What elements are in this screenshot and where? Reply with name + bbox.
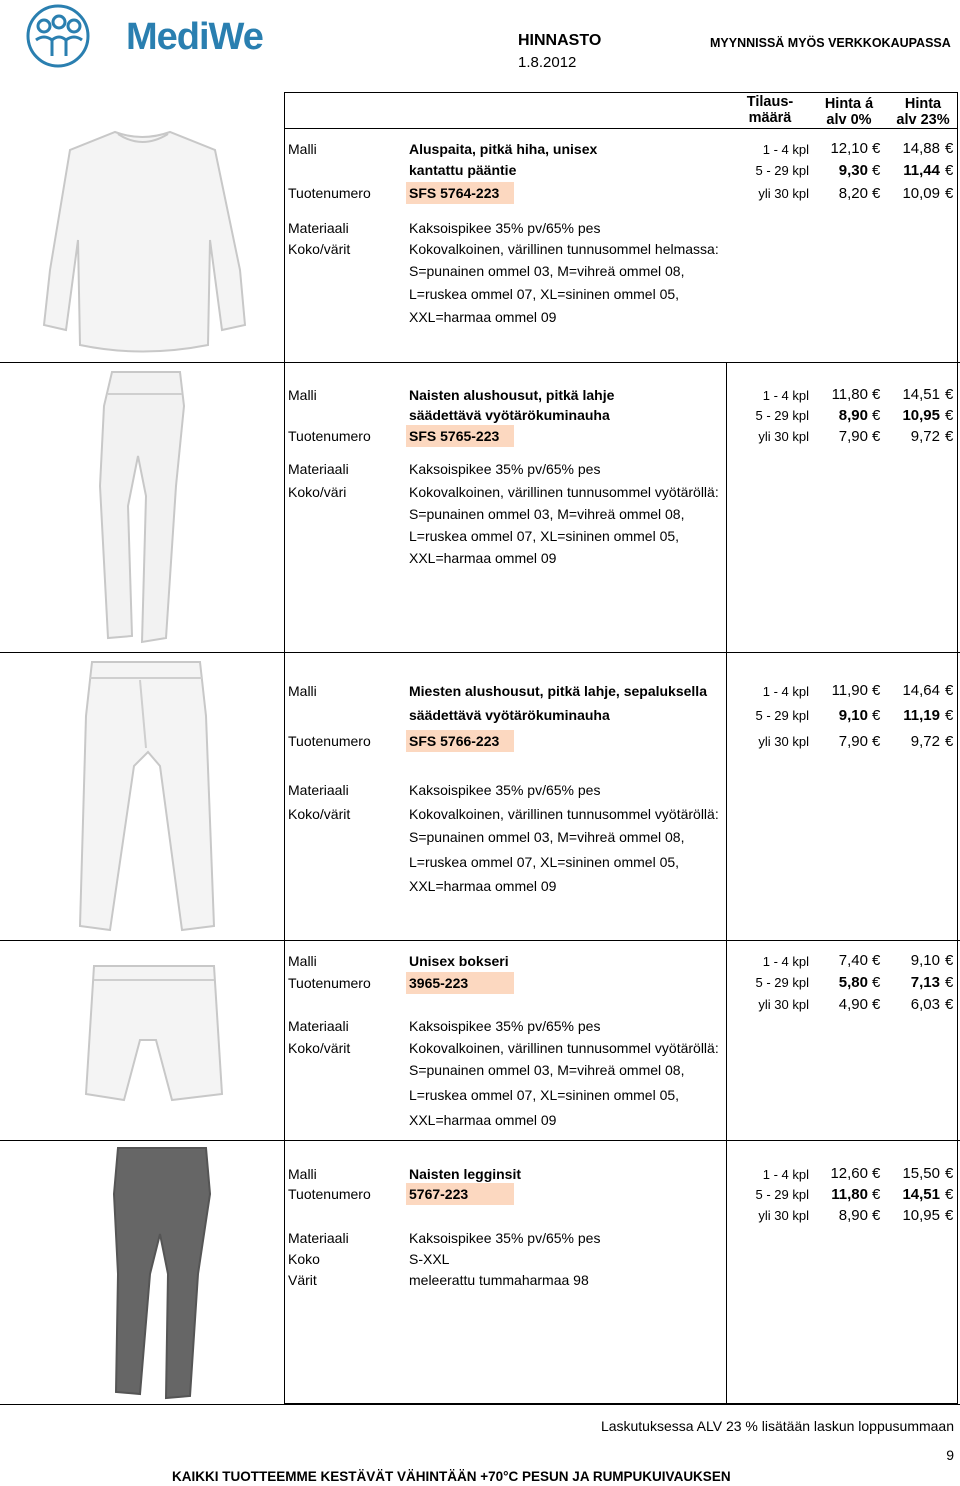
price-inc-vat: 10,09 (902, 185, 940, 202)
size-line: Kokovalkoinen, värillinen tunnusommel helmassa: (409, 241, 719, 257)
online-store-note: MYYNNISSÄ MYÖS VERKKOKAUPASSA (710, 36, 951, 50)
section-divider (0, 1140, 960, 1141)
section-divider (0, 1404, 960, 1405)
qty-tier: 5 - 29 kpl (755, 975, 809, 990)
currency-symbol: € (872, 952, 881, 969)
currency-symbol: € (945, 185, 954, 202)
currency-symbol: € (872, 407, 881, 424)
size-line: L=ruskea ommel 07, XL=sininen ommel 05, (409, 854, 680, 870)
currency-symbol: € (945, 1165, 954, 1182)
currency-symbol: € (872, 185, 881, 202)
product-image-womens-long-johns (0, 366, 284, 648)
size-line: Kokovalkoinen, värillinen tunnusommel vyötäröllä: (409, 484, 719, 500)
product-image-mens-long-johns (0, 656, 284, 936)
currency-symbol: € (872, 386, 881, 403)
product-code (406, 425, 514, 447)
size-line: S=punainen ommel 03, M=vihreä ommel 08, (409, 263, 685, 279)
currency-symbol: € (945, 407, 954, 424)
leggings-icon (0, 1144, 284, 1402)
size-line: S=punainen ommel 03, M=vihreä ommel 08, (409, 506, 685, 522)
mediwe-logo (22, 4, 262, 68)
product-code-text: 3965-223 (409, 975, 469, 991)
price-inc-vat: 7,13 (910, 974, 940, 991)
product-material: Kaksoispikee 35% pv/65% pes (409, 782, 601, 798)
page-title: HINNASTO (518, 32, 602, 49)
vat-note: Laskutuksessa ALV 23 % lisätään laskun loppusummaan (600, 1418, 954, 1434)
currency-symbol: € (872, 996, 881, 1013)
header-divider (284, 128, 958, 129)
price-ex-vat: 11,80 (831, 386, 868, 403)
price-ex-vat: 12,60 (830, 1165, 868, 1182)
label-model: Malli (288, 683, 317, 699)
currency-symbol: € (872, 1186, 881, 1203)
label-size: Koko/värit (288, 1040, 351, 1056)
currency-symbol: € (945, 682, 954, 699)
product-code-text: SFS 5766-223 (409, 733, 500, 749)
product-code-text: SFS 5765-223 (409, 428, 500, 444)
label-model: Malli (288, 387, 317, 403)
currency-symbol: € (945, 1186, 954, 1203)
label-model: Malli (288, 1166, 317, 1182)
wash-note: KAIKKI TUOTTEEMME KESTÄVÄT VÄHINTÄÄN +70°C PESUN JA RUMPUKUIVAUKSEN (172, 1469, 731, 1484)
product-name-detail: säädettävä vyötärökuminauha (409, 707, 610, 723)
col-head-price-inc-text: Hinta alv 23% (896, 96, 950, 128)
qty-tier: yli 30 kpl (758, 186, 809, 201)
currency-symbol: € (945, 974, 954, 991)
currency-symbol: € (872, 162, 881, 179)
qty-tier: 1 - 4 kpl (762, 142, 809, 157)
price-ex-vat: 8,90 (838, 1207, 868, 1224)
page-number: 9 (946, 1447, 954, 1463)
product-code-text: SFS 5764-223 (409, 185, 500, 201)
product-code (406, 972, 514, 994)
currency-symbol: € (872, 682, 881, 699)
price-inc-vat: 15,50 (902, 1165, 940, 1182)
womens-long-johns-icon (0, 366, 284, 648)
product-material: Kaksoispikee 35% pv/65% pes (409, 461, 601, 477)
qty-tier: yli 30 kpl (758, 429, 809, 444)
price-inc-vat: 9,72 (910, 733, 940, 750)
qty-tier: 5 - 29 kpl (755, 1187, 809, 1202)
product-size: S-XXL (409, 1251, 450, 1267)
currency-symbol: € (945, 428, 954, 445)
boxer-shorts-icon (0, 944, 284, 1136)
product-material: Kaksoispikee 35% pv/65% pes (409, 1018, 601, 1034)
currency-symbol: € (945, 162, 954, 179)
label-material: Materiaali (288, 220, 349, 236)
col-head-price-ex (815, 96, 883, 128)
price-ex-vat: 8,20 (838, 185, 868, 202)
label-material: Materiaali (288, 1018, 349, 1034)
logo-mark-icon (22, 4, 112, 68)
qty-tier: 5 - 29 kpl (755, 708, 809, 723)
currency-symbol: € (945, 140, 954, 157)
product-image-shirt (0, 120, 284, 360)
currency-symbol: € (945, 1207, 954, 1224)
size-line: Kokovalkoinen, värillinen tunnusommel vyötäröllä: (409, 806, 719, 822)
product-code (406, 730, 514, 752)
col-head-price-ex-text: Hinta á alv 0% (824, 96, 874, 128)
currency-symbol: € (872, 733, 881, 750)
label-model: Malli (288, 953, 317, 969)
qty-tier: yli 30 kpl (758, 997, 809, 1012)
currency-symbol: € (872, 974, 881, 991)
size-line: XXL=harmaa ommel 09 (409, 550, 557, 566)
price-inc-vat: 9,72 (910, 428, 940, 445)
price-ex-vat: 12,10 (830, 140, 868, 157)
price-inc-vat: 9,10 (910, 952, 940, 969)
product-colors: meleerattu tummaharmaa 98 (409, 1272, 589, 1288)
label-material: Materiaali (288, 461, 349, 477)
currency-symbol: € (945, 707, 954, 724)
label-material: Materiaali (288, 782, 349, 798)
label-model: Malli (288, 141, 317, 157)
qty-tier: yli 30 kpl (758, 734, 809, 749)
label-size: Koko (288, 1251, 320, 1267)
price-column-divider (726, 362, 727, 1404)
currency-symbol: € (945, 952, 954, 969)
currency-symbol: € (872, 140, 881, 157)
label-code: Tuotenumero (288, 428, 371, 444)
price-ex-vat: 11,80 (831, 1186, 868, 1203)
size-line: S=punainen ommel 03, M=vihreä ommel 08, (409, 1062, 685, 1078)
price-inc-vat: 14,51 (902, 1186, 940, 1203)
price-list-date: 1.8.2012 (518, 54, 577, 71)
price-ex-vat: 4,90 (838, 996, 868, 1013)
product-name: Naisten alushousut, pitkä lahje (409, 387, 615, 403)
price-ex-vat: 7,90 (838, 428, 868, 445)
qty-tier: 5 - 29 kpl (755, 163, 809, 178)
qty-tier: 1 - 4 kpl (762, 388, 809, 403)
size-line: XXL=harmaa ommel 09 (409, 309, 557, 325)
size-line: XXL=harmaa ommel 09 (409, 1112, 557, 1128)
price-ex-vat: 9,30 (838, 162, 868, 179)
price-inc-vat: 14,64 (902, 682, 940, 699)
label-material: Materiaali (288, 1230, 349, 1246)
price-inc-vat: 11,44 (903, 162, 940, 179)
currency-symbol: € (872, 428, 881, 445)
size-line: XXL=harmaa ommel 09 (409, 878, 557, 894)
size-line: L=ruskea ommel 07, XL=sininen ommel 05, (409, 1087, 680, 1103)
price-inc-vat: 14,88 (902, 140, 940, 157)
size-line: Kokovalkoinen, värillinen tunnusommel vyötäröllä: (409, 1040, 719, 1056)
price-ex-vat: 8,90 (838, 407, 868, 424)
qty-tier: 1 - 4 kpl (762, 1167, 809, 1182)
qty-tier: 1 - 4 kpl (762, 684, 809, 699)
col-head-qty-text: Tilaus- määrä (746, 94, 794, 126)
section-divider (0, 362, 960, 363)
label-code: Tuotenumero (288, 1186, 371, 1202)
long-sleeve-shirt-icon (0, 120, 284, 360)
qty-tier: yli 30 kpl (758, 1208, 809, 1223)
product-code (406, 1183, 514, 1205)
size-line: S=punainen ommel 03, M=vihreä ommel 08, (409, 829, 685, 845)
label-size: Koko/väri (288, 484, 347, 500)
product-material: Kaksoispikee 35% pv/65% pes (409, 1230, 601, 1246)
currency-symbol: € (945, 996, 954, 1013)
size-line: L=ruskea ommel 07, XL=sininen ommel 05, (409, 528, 680, 544)
product-code (406, 182, 514, 204)
label-size: Koko/värit (288, 241, 351, 257)
product-image-leggings (0, 1144, 284, 1402)
product-name: Aluspaita, pitkä hiha, unisex (409, 141, 598, 157)
product-name-detail: kantattu pääntie (409, 162, 517, 178)
product-material: Kaksoispikee 35% pv/65% pes (409, 220, 601, 236)
qty-tier: 1 - 4 kpl (762, 954, 809, 969)
qty-tier: 5 - 29 kpl (755, 408, 809, 423)
price-inc-vat: 10,95 (902, 1207, 940, 1224)
currency-symbol: € (872, 1207, 881, 1224)
size-line: L=ruskea ommel 07, XL=sininen ommel 05, (409, 286, 680, 302)
price-ex-vat: 7,40 (838, 952, 868, 969)
currency-symbol: € (945, 733, 954, 750)
product-image-boxer (0, 944, 284, 1136)
brand-name: MediWe (126, 16, 263, 58)
label-code: Tuotenumero (288, 185, 371, 201)
product-name-detail: säädettävä vyötärökuminauha (409, 407, 610, 423)
currency-symbol: € (945, 386, 954, 403)
product-code-text: 5767-223 (409, 1186, 469, 1202)
price-ex-vat: 7,90 (838, 733, 868, 750)
col-head-price-inc (890, 96, 956, 128)
product-name: Naisten legginsit (409, 1166, 522, 1182)
price-inc-vat: 10,95 (902, 407, 940, 424)
label-code: Tuotenumero (288, 733, 371, 749)
product-name: Unisex bokseri (409, 953, 509, 969)
currency-symbol: € (872, 1165, 881, 1182)
product-name: Miesten alushousut, pitkä lahje, sepaluksella (409, 683, 707, 699)
currency-symbol: € (872, 707, 881, 724)
mens-long-johns-icon (0, 656, 284, 936)
col-head-qty (738, 94, 802, 126)
price-ex-vat: 9,10 (838, 707, 868, 724)
label-colors: Värit (288, 1272, 317, 1288)
price-ex-vat: 5,80 (838, 974, 868, 991)
section-divider (0, 652, 960, 653)
label-size: Koko/värit (288, 806, 351, 822)
price-ex-vat: 11,90 (831, 682, 868, 699)
section-divider (0, 940, 960, 941)
label-code: Tuotenumero (288, 975, 371, 991)
price-inc-vat: 6,03 (910, 996, 940, 1013)
price-inc-vat: 14,51 (902, 386, 940, 403)
price-inc-vat: 11,19 (903, 707, 940, 724)
